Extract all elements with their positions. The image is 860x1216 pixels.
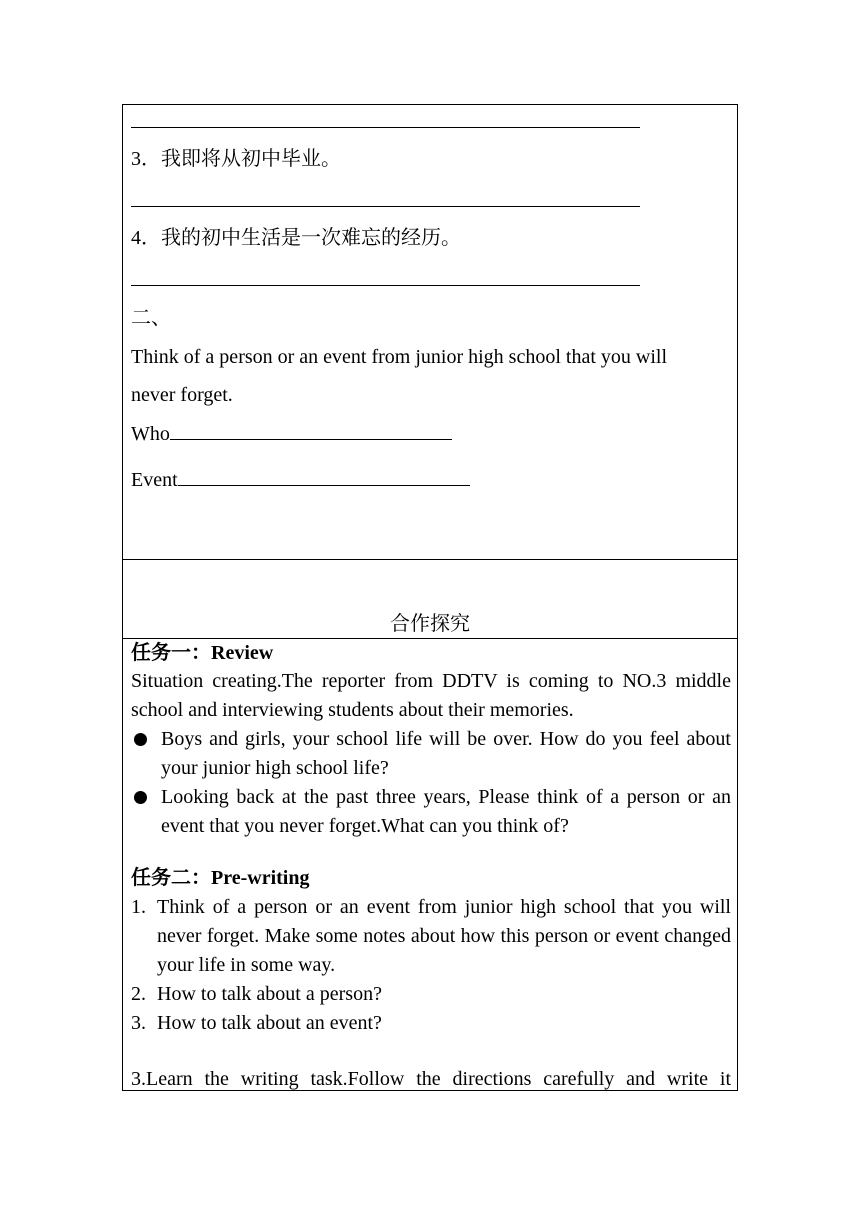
task2-heading-en: Pre-writing xyxy=(211,867,310,889)
worksheet-table xyxy=(122,104,738,1091)
task3-line: 3.Learn the writing task.Follow the directions carefully and write it xyxy=(131,1068,731,1090)
item-number: 1. xyxy=(131,896,146,918)
event-field xyxy=(131,467,470,492)
bullet-icon xyxy=(131,783,153,813)
item-text: How to talk about an event? xyxy=(157,1012,382,1034)
numbered-item xyxy=(131,893,731,980)
section-header-cell xyxy=(123,560,737,639)
part-two-heading: 二、 xyxy=(131,307,171,329)
exercise-item-4: 4．我的初中生活是一次难忘的经历。 xyxy=(131,227,461,249)
event-blank[interactable] xyxy=(178,467,470,486)
task1-intro: Situation creating.The reporter from DDTV is coming to NO.3 middle school and interviewing students about their memories. xyxy=(131,670,731,721)
tasks-cell xyxy=(123,639,737,1090)
bullet-text: Looking back at the past three years, Please think of a person or an event that you never forget.What can you think of? xyxy=(161,786,731,837)
item-number: 3. xyxy=(131,1012,146,1034)
who-label: Who xyxy=(131,423,170,445)
section-title: 合作探究 xyxy=(390,613,470,635)
translation-exercise-cell xyxy=(123,105,737,560)
event-label: Event xyxy=(131,469,178,491)
numbered-item xyxy=(131,980,731,1009)
prompt-text-line1: Think of a person or an event from junior high school that you will xyxy=(131,346,668,368)
answer-blank-line xyxy=(131,206,640,207)
task1-heading-cn: 任务一： xyxy=(131,642,211,664)
task1-heading xyxy=(131,641,273,665)
prompt-text-line2: never forget. xyxy=(131,384,233,406)
bullet-item xyxy=(131,783,731,841)
bullet-item xyxy=(131,725,731,783)
item-number: 2. xyxy=(131,983,146,1005)
exercise-item-3: 3．我即将从初中毕业。 xyxy=(131,148,341,170)
who-field xyxy=(131,421,452,446)
item-text: Think of a person or an event from junior high school that you will never forget. Make some notes about how this person or event changed your life in some way. xyxy=(157,896,731,976)
task2-heading xyxy=(131,866,310,890)
task2-heading-cn: 任务二： xyxy=(131,867,211,889)
answer-blank-line xyxy=(131,285,640,286)
task1-heading-en: Review xyxy=(211,642,274,664)
answer-blank-line xyxy=(131,127,640,128)
bullet-icon xyxy=(131,725,153,755)
bullet-text: Boys and girls, your school life will be over. How do you feel about your junior high school life? xyxy=(161,728,731,779)
who-blank[interactable] xyxy=(170,421,452,440)
item-text: How to talk about a person? xyxy=(157,983,382,1005)
numbered-item xyxy=(131,1009,731,1038)
